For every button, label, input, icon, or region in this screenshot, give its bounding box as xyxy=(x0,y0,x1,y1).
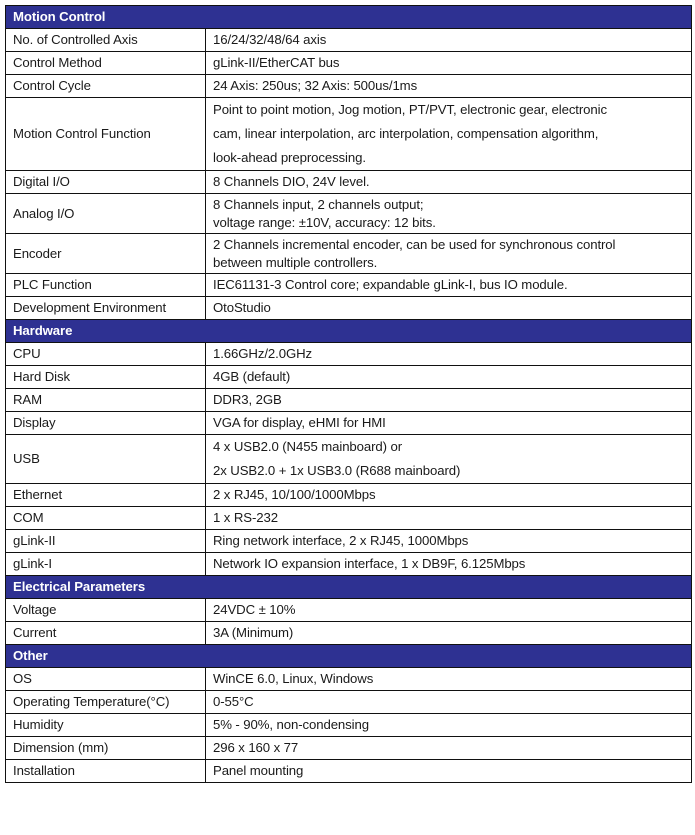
spec-value-line: Panel mounting xyxy=(213,763,304,778)
section-title: Motion Control xyxy=(6,6,692,29)
section-header-electrical-parameters xyxy=(6,576,692,599)
spec-value-line: gLink-II/EtherCAT bus xyxy=(213,55,340,70)
spec-value xyxy=(206,274,692,297)
spec-label: Current xyxy=(6,622,206,645)
spec-value xyxy=(206,507,692,530)
spec-value-line: cam, linear interpolation, arc interpolation, compensation algorithm, xyxy=(213,126,599,141)
spec-row-os xyxy=(6,668,692,691)
spec-label: Installation xyxy=(6,760,206,783)
spec-row-glink-i xyxy=(6,553,692,576)
spec-value-line: 5% - 90%, non-condensing xyxy=(213,717,369,732)
section-title: Electrical Parameters xyxy=(6,576,692,599)
spec-label: Operating Temperature(°C) xyxy=(6,691,206,714)
spec-row-glink-ii xyxy=(6,530,692,553)
spec-value xyxy=(206,234,692,274)
spec-value-line: 2x USB2.0 + 1x USB3.0 (R688 mainboard) xyxy=(213,463,461,478)
spec-value-line: look-ahead preprocessing. xyxy=(213,150,366,165)
spec-label: Motion Control Function xyxy=(6,98,206,171)
spec-value xyxy=(206,668,692,691)
spec-value-line: VGA for display, eHMI for HMI xyxy=(213,415,386,430)
spec-label: USB xyxy=(6,435,206,484)
spec-value xyxy=(206,760,692,783)
spec-row-analog-i-o xyxy=(6,194,692,234)
spec-value-line: Network IO expansion interface, 1 x DB9F, 6.125Mbps xyxy=(213,556,526,571)
spec-label: No. of Controlled Axis xyxy=(6,29,206,52)
spec-value-line: 4GB (default) xyxy=(213,369,291,384)
spec-value-line: 8 Channels DIO, 24V level. xyxy=(213,174,370,189)
spec-value xyxy=(206,412,692,435)
spec-value xyxy=(206,484,692,507)
spec-value xyxy=(206,691,692,714)
spec-value-line: IEC61131-3 Control core; expandable gLink-I, bus IO module. xyxy=(213,277,568,292)
spec-row-digital-i-o xyxy=(6,171,692,194)
spec-value-line: 24 Axis: 250us; 32 Axis: 500us/1ms xyxy=(213,78,418,93)
spec-value-line: 24VDC ± 10% xyxy=(213,602,296,617)
spec-value xyxy=(206,389,692,412)
spec-row-encoder xyxy=(6,234,692,274)
spec-table xyxy=(5,5,692,783)
spec-value-line: WinCE 6.0, Linux, Windows xyxy=(213,671,374,686)
spec-row-hard-disk xyxy=(6,366,692,389)
spec-value-line: DDR3, 2GB xyxy=(213,392,282,407)
spec-label: Digital I/O xyxy=(6,171,206,194)
spec-value xyxy=(206,343,692,366)
spec-value xyxy=(206,714,692,737)
spec-row-ethernet xyxy=(6,484,692,507)
spec-label: Hard Disk xyxy=(6,366,206,389)
section-title: Other xyxy=(6,645,692,668)
section-header-hardware xyxy=(6,320,692,343)
spec-value xyxy=(206,52,692,75)
spec-row-dimension-mm xyxy=(6,737,692,760)
section-header-other xyxy=(6,645,692,668)
spec-label: Dimension (mm) xyxy=(6,737,206,760)
spec-value-line: Point to point motion, Jog motion, PT/PVT, electronic gear, electronic xyxy=(213,102,607,117)
spec-row-motion-control-function xyxy=(6,98,692,171)
spec-value-line: Ring network interface, 2 x RJ45, 1000Mbps xyxy=(213,533,469,548)
spec-value-line: 0-55°C xyxy=(213,694,254,709)
spec-label: RAM xyxy=(6,389,206,412)
spec-label: Ethernet xyxy=(6,484,206,507)
spec-row-ram xyxy=(6,389,692,412)
spec-label: CPU xyxy=(6,343,206,366)
spec-label: COM xyxy=(6,507,206,530)
spec-row-cpu xyxy=(6,343,692,366)
spec-value-line: OtoStudio xyxy=(213,300,271,315)
spec-value-line: 16/24/32/48/64 axis xyxy=(213,32,327,47)
spec-value xyxy=(206,599,692,622)
spec-value xyxy=(206,435,692,484)
spec-value-line: 1.66GHz/2.0GHz xyxy=(213,346,313,361)
spec-row-control-method xyxy=(6,52,692,75)
spec-label: Humidity xyxy=(6,714,206,737)
spec-label: Control Cycle xyxy=(6,75,206,98)
spec-row-installation xyxy=(6,760,692,783)
spec-row-display xyxy=(6,412,692,435)
spec-row-plc-function xyxy=(6,274,692,297)
spec-row-com xyxy=(6,507,692,530)
spec-table-body xyxy=(6,6,692,783)
spec-value-line: 3A (Minimum) xyxy=(213,625,294,640)
spec-value-line: 2 Channels incremental encoder, can be used for synchronous control xyxy=(213,236,616,252)
spec-value xyxy=(206,171,692,194)
spec-value xyxy=(206,98,692,171)
spec-label: Analog I/O xyxy=(6,194,206,234)
spec-label: PLC Function xyxy=(6,274,206,297)
spec-label: Voltage xyxy=(6,599,206,622)
spec-row-no-of-controlled-axis xyxy=(6,29,692,52)
spec-value xyxy=(206,366,692,389)
spec-value xyxy=(206,737,692,760)
spec-value-line: 2 x RJ45, 10/100/1000Mbps xyxy=(213,487,376,502)
spec-value-line: 1 x RS-232 xyxy=(213,510,278,525)
spec-value-line: 8 Channels input, 2 channels output; xyxy=(213,196,424,212)
spec-label: Control Method xyxy=(6,52,206,75)
section-header-motion-control xyxy=(6,6,692,29)
spec-row-operating-temperature-c xyxy=(6,691,692,714)
spec-label: gLink-I xyxy=(6,553,206,576)
spec-value xyxy=(206,75,692,98)
spec-row-usb xyxy=(6,435,692,484)
section-title: Hardware xyxy=(6,320,692,343)
spec-label: OS xyxy=(6,668,206,691)
spec-value-line: 296 x 160 x 77 xyxy=(213,740,299,755)
spec-value xyxy=(206,530,692,553)
spec-row-control-cycle xyxy=(6,75,692,98)
spec-value-line: voltage range: ±10V, accuracy: 12 bits. xyxy=(213,214,436,230)
spec-label: gLink-II xyxy=(6,530,206,553)
spec-value xyxy=(206,297,692,320)
spec-row-voltage xyxy=(6,599,692,622)
spec-value xyxy=(206,622,692,645)
spec-row-development-environment xyxy=(6,297,692,320)
spec-value-line: 4 x USB2.0 (N455 mainboard) or xyxy=(213,439,403,454)
spec-row-current xyxy=(6,622,692,645)
spec-value xyxy=(206,553,692,576)
spec-label: Display xyxy=(6,412,206,435)
spec-label: Encoder xyxy=(6,234,206,274)
spec-value xyxy=(206,194,692,234)
spec-label: Development Environment xyxy=(6,297,206,320)
spec-value xyxy=(206,29,692,52)
spec-row-humidity xyxy=(6,714,692,737)
spec-value-line: between multiple controllers. xyxy=(213,254,378,270)
